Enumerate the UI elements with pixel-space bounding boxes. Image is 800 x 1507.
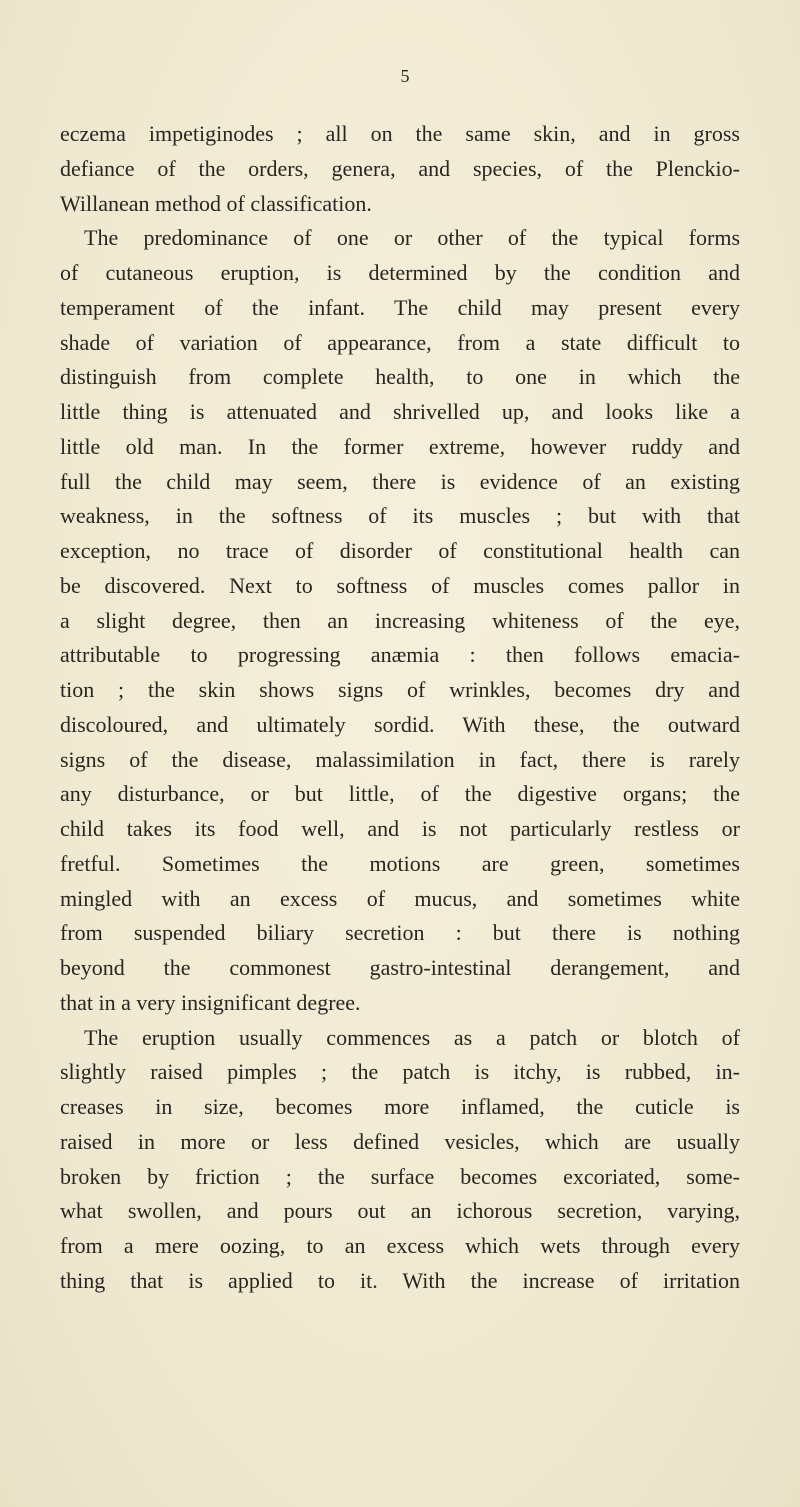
text-line: creases in size, becomes more inflamed, the cuticle is [60,1094,740,1119]
text-line: child takes its food well, and is not particularly restless or [60,816,740,841]
text-line: of cutaneous eruption, is determined by the condition and [60,260,740,285]
text-line: fretful. Sometimes the motions are green, sometimes [60,850,740,876]
text-line: little old man. In the former extreme, however ruddy and [60,433,740,459]
text-line: beyond the commonest gastro-intestinal derangement, and [60,955,740,980]
text-line: from a mere oozing, to an excess which wets through every [60,1233,740,1258]
text-line: full the child may seem, there is evidence of an existing [60,468,740,494]
text-line: discoloured, and ultimately sordid. With these, the outward [60,711,740,737]
text-line: defiance of the orders, genera, and species, of the Plenckio- [60,155,740,181]
text-line: little thing is attenuated and shrivelled up, and looks like a [60,399,740,424]
body-text [60,117,740,1299]
text-line: what swollen, and pours out an ichorous secretion, varying, [60,1198,740,1224]
text-line: thing that is applied to it. With the increase of irritation [60,1267,740,1293]
page-number: 5 [400,66,410,86]
text-line: mingled with an excess of mucus, and sometimes white [60,885,740,911]
text-line: attributable to progressing anæmia : then follows emacia- [60,642,740,668]
text-line: distinguish from complete health, to one in which the [60,364,740,390]
text-line: that in a very insignificant degree. [60,989,361,1015]
text-line: exception, no trace of disorder of constitutional health can [60,538,740,563]
text-line: eczema impetiginodes ; all on the same skin, and in gross [60,121,740,146]
text-line: signs of the disease, malassimilation in fact, there is rarely [60,746,740,772]
text-line: The eruption usually commences as a patch or blotch of [84,1024,740,1050]
text-line: raised in more or less defined vesicles, which are usually [60,1128,740,1154]
text-line: a slight degree, then an increasing whiteness of the eye, [60,607,740,633]
text-line: tion ; the skin shows signs of wrinkles, becomes dry and [60,677,740,702]
text-line: Willanean method of classification. [60,190,372,216]
text-line: slightly raised pimples ; the patch is itchy, is rubbed, in- [60,1059,740,1085]
text-line: The predominance of one or other of the typical forms [84,225,740,251]
text-line: from suspended biliary secretion : but there is nothing [60,920,740,946]
text-line: temperament of the infant. The child may present every [60,294,740,320]
text-line: weakness, in the softness of its muscles ; but with that [60,503,740,529]
text-line: shade of variation of appearance, from a state difficult to [60,329,740,355]
text-line: any disturbance, or but little, of the digestive organs; the [60,781,740,807]
text-line: be discovered. Next to softness of muscles comes pallor in [60,572,740,598]
text-line: broken by friction ; the surface becomes excoriated, some- [60,1163,740,1189]
